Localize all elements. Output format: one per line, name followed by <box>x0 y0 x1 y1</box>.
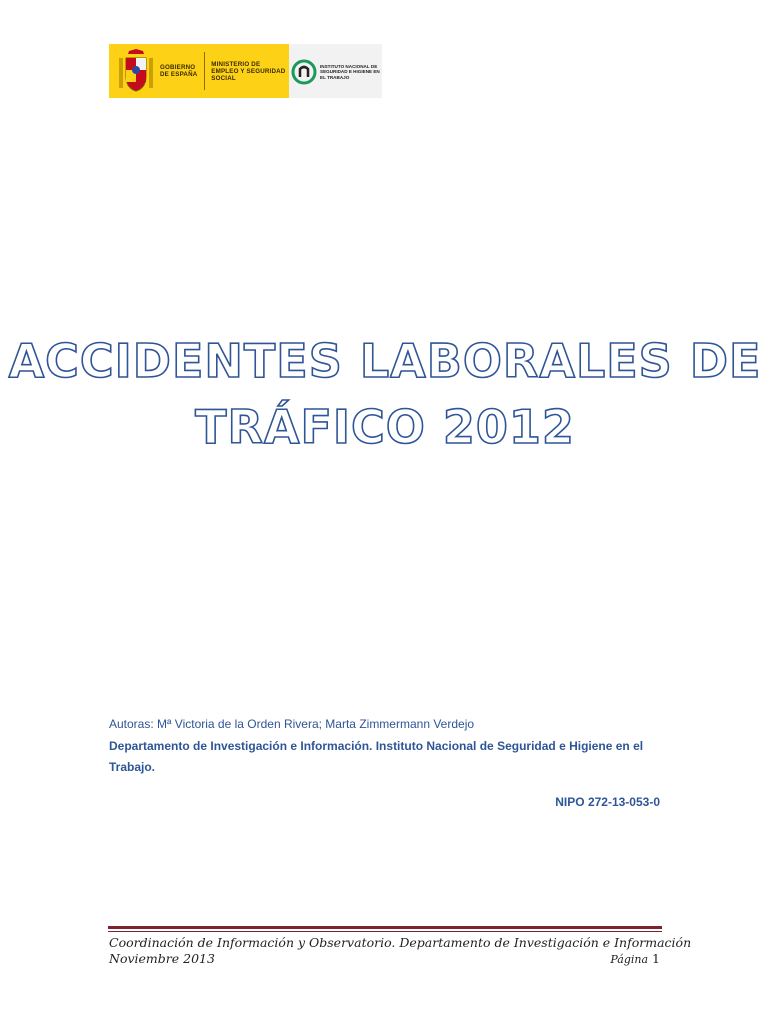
gobierno-logo <box>109 44 289 98</box>
header-logos <box>109 44 382 98</box>
footer-rule-thin <box>108 931 662 932</box>
nipo-code: NIPO 272-13-053-0 <box>555 795 660 809</box>
page-label: Página <box>610 953 649 966</box>
logo-divider <box>204 52 205 90</box>
footer-date: Noviembre 2013 <box>109 951 215 966</box>
document-title-line-1: ACCIDENTES LABORALES DE <box>8 334 762 388</box>
footer-rule-thick <box>108 926 662 929</box>
department-line: Departamento de Investigación e Información. Instituto Nacional de Seguridad e Higiene en el Trabajo. <box>109 739 644 774</box>
insht-logo <box>291 48 382 96</box>
document-title-line-2: TRÁFICO 2012 <box>195 400 575 454</box>
coat-of-arms-icon <box>116 48 156 94</box>
gobierno-text: GOBIERNO DE ESPAÑA <box>160 64 198 78</box>
footer-coordination: Coordinación de Información y Observatorio. Departamento de Investigación e Información <box>109 935 692 950</box>
ministerio-text: MINISTERIO DE EMPLEO Y SEGURIDAD SOCIAL <box>211 60 286 82</box>
page-number: 1 <box>652 951 660 966</box>
insht-text: INSTITUTO NACIONAL DE SEGURIDAD E HIGIENE EN EL TRABAJO <box>320 63 380 80</box>
insht-emblem-icon <box>291 59 317 85</box>
authors-line: Autoras: Mª Victoria de la Orden Rivera; Marta Zimmermann Verdejo <box>109 717 475 731</box>
page-number-block <box>610 951 660 966</box>
